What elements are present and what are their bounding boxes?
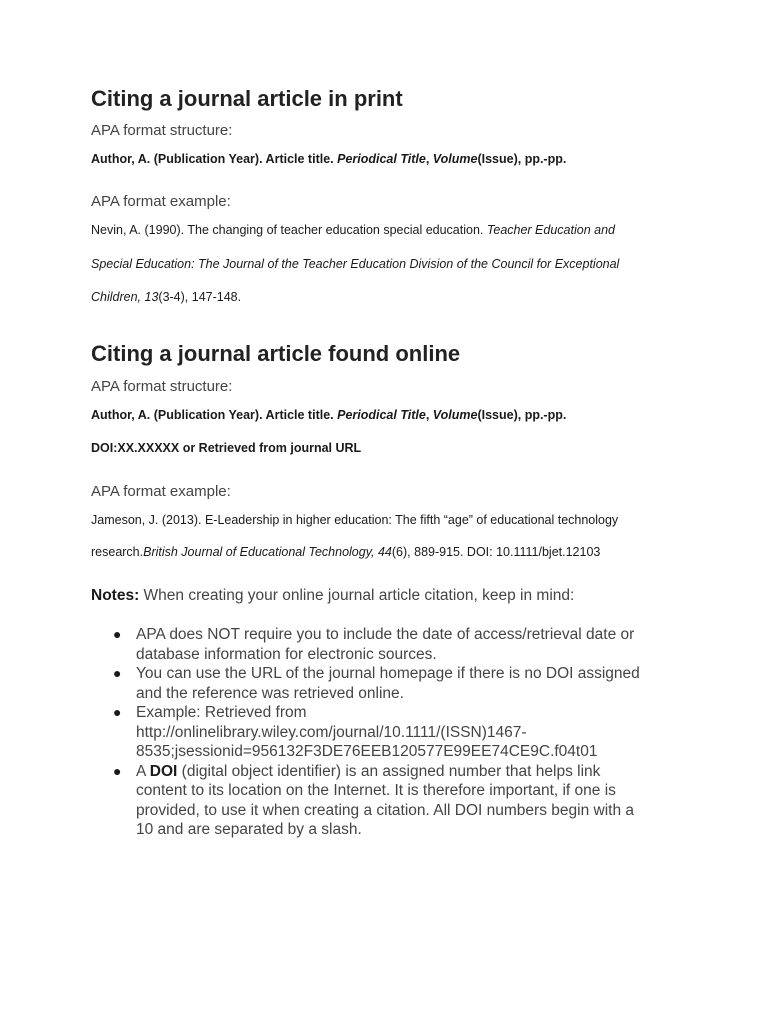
example-journal-title-cont: Special Education: The Journal of the Teacher Education Division of the Council for Exceptional — [91, 257, 620, 271]
print-structure-line — [91, 151, 566, 167]
list-item-line — [136, 762, 691, 782]
structure-issue-pages: (Issue), pp.-pp. — [477, 152, 567, 166]
structure-comma: , — [425, 152, 433, 166]
doi-term: DOI — [149, 762, 178, 780]
structure-volume: Volume — [432, 152, 478, 166]
list-item — [91, 625, 691, 664]
doi-definition: (digital object identifier) is an assigned number that helps link — [177, 762, 601, 780]
print-example-line-3 — [91, 289, 241, 305]
list-item-line: and the reference was retrieved online. — [136, 684, 404, 702]
structure-volume: Volume — [432, 408, 478, 422]
list-item-line: You can use the URL of the journal homepage if there is no DOI assigned — [136, 665, 640, 682]
structure-author-part: Author, A. (Publication Year). Article title. — [91, 152, 338, 166]
list-item-line: APA does NOT require you to include the date of access/retrieval date or — [136, 626, 635, 643]
list-item-line: content to its location on the Internet. It is therefore important, if one is — [136, 782, 616, 799]
print-example-line-1 — [91, 222, 615, 238]
example-citation-text: research. — [91, 545, 144, 559]
example-journal-title: British Journal of Educational Technology, 44 — [143, 545, 392, 559]
example-issue-pages-doi: (6), 889-915. DOI: 10.1111/bjet.12103 — [391, 545, 601, 559]
structure-comma: , — [425, 408, 433, 422]
list-item — [91, 703, 691, 762]
example-journal-title: Teacher Education and — [486, 223, 615, 237]
online-example-line-2 — [91, 544, 600, 560]
notes-label: Notes: — [91, 587, 140, 604]
list-item-line: http://onlinelibrary.wiley.com/journal/10.1111/(ISSN)1467- — [136, 723, 527, 741]
online-example-line-1: Jameson, J. (2013). E-Leadership in higher education: The fifth “age” of educational technology — [91, 513, 619, 527]
bullet-icon: ● — [113, 626, 122, 642]
print-example-label: APA format example: — [91, 193, 231, 210]
example-journal-volume: Children, 13 — [91, 290, 159, 304]
list-item — [91, 762, 691, 840]
heading-print: Citing a journal article in print — [91, 86, 403, 111]
heading-online: Citing a journal article found online — [91, 341, 461, 366]
structure-periodical: Periodical Title — [337, 152, 426, 166]
online-structure-label: APA format structure: — [91, 378, 233, 395]
print-structure-label: APA format structure: — [91, 122, 233, 139]
online-example-label: APA format example: — [91, 483, 231, 500]
notes-list — [91, 625, 691, 840]
list-item — [91, 664, 691, 703]
list-item-line: 10 and are separated by a slash. — [136, 821, 362, 838]
list-item-line: 8535;jsessionid=956132F3DE76EEB120577E99EE74CE9C.f04t01 — [136, 743, 598, 760]
bullet-icon: ● — [113, 665, 122, 681]
notes-text: When creating your online journal article citation, keep in mind: — [139, 587, 575, 604]
example-citation-text: Nevin, A. (1990). The changing of teacher education special education. — [91, 223, 487, 237]
online-structure-line — [91, 407, 566, 423]
structure-author-part: Author, A. (Publication Year). Article title. — [91, 408, 338, 422]
online-structure-doi-line: DOI:XX.XXXXX or Retrieved from journal URL — [91, 441, 362, 455]
list-item-line: database information for electronic sources. — [136, 645, 437, 663]
bullet-icon: ● — [113, 762, 122, 779]
notes-intro — [91, 586, 574, 605]
list-item-line: provided, to use it when creating a citation. All DOI numbers begin with a — [136, 801, 634, 819]
list-item-line: Example: Retrieved from — [136, 704, 307, 721]
doi-prefix: A — [136, 762, 150, 780]
example-issue-pages: (3-4), 147-148. — [158, 290, 242, 304]
structure-issue-pages: (Issue), pp.-pp. — [477, 408, 567, 422]
structure-periodical: Periodical Title — [337, 408, 426, 422]
print-example-line-2 — [91, 256, 619, 272]
bullet-icon: ● — [113, 704, 122, 720]
